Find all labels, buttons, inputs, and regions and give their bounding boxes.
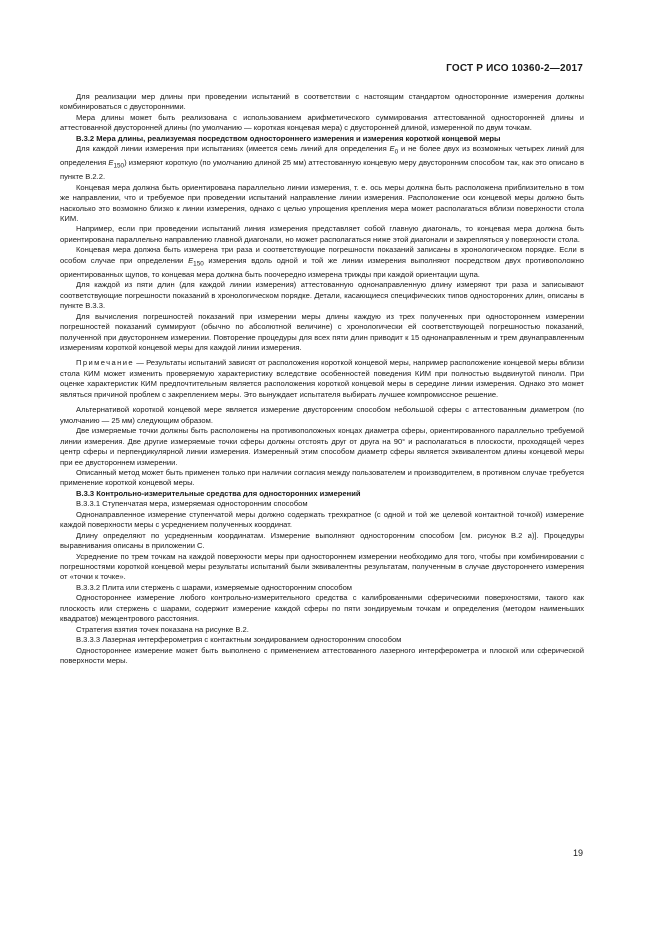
section-heading-b32: В.3.2 Мера длины, реализуемая посредством одностороннего измерения и измерения короткой концевой меры: [76, 133, 501, 143]
paragraph: Стратегия взятия точек показана на рисунке В.2.: [76, 624, 249, 634]
subsection-heading: В.3.3.3 Лазерная интерферометрия с контактным зондированием односторонним способом: [76, 635, 402, 645]
paragraph: Концевая мера должна быть ориентирована параллельно линии измерения, т. е. ось меры должна быть расположена приблизительно в том же направлении, что и требуемое при проведении испытаний направление линии измерения. Расположение оси концевой меры должно быть насколько это возможно близко к линии измерения, однако с целью упрощения крепления мера может располагаться вблизи поверхности стола КИМ.: [60, 182, 584, 224]
paragraph: Для каждой линии измерения при испытаниях (имеется семь линий для определения $E_0$ и не более двух из возможных четырех линий для определения $E_{150}$) измеряют короткую (по умолчанию длиной 25 мм) аттестованную концевую меру двусторонним способом так, как это описано в пункте В.2.2.: [60, 144, 585, 182]
document-header: ГОСТ Р ИСО 10360-2—2017: [446, 63, 583, 74]
paragraph: Для реализации мер длины при проведении испытаний в соответствии с настоящим стандартом односторонние измерения должны комбинироваться с двусторонними.: [60, 92, 584, 112]
paragraph: Концевая мера должна быть измерена три раза и соответствующие погрешности показаний записаны в хронологическом порядке. Если в особом случае при определении $E_{150}$ измерения вдоль одной и той же линии измерения выполняют посредством двух противоположно ориентированных щупов, то концевая мера должна быть поочередно измерена трижды при каждой ориентации щупа.: [60, 245, 584, 279]
paragraph: Одностороннее измерение любого контрольно-измерительного средства с калиброванными сферическими поверхностями, такого как плоскость или стержень с шарами, содержит измерение каждой сферы по пяти зондируемым точкам и определения (методом наименьших квадратов) межцентрового расстояния.: [60, 593, 584, 624]
note-label: Примечание: [76, 358, 134, 368]
paragraph: Длину определяют по усредненным координатам. Измерение выполняют односторонним способом [см. рисунок В.2 а)]. Процедуры выравнивания описаны в приложении С.: [60, 530, 584, 551]
paragraph: Однонаправленное измерение ступенчатой меры должно содержать трехкратное (с одной и той же целевой контактной точкой) измерение каждой поверхности меры с усреднением полученных координат.: [60, 509, 584, 530]
paragraph: Альтернативой короткой концевой мере является измерение двусторонним способом небольшой сферы с аттестованным диаметром (по умолчанию — 25 мм) следующим образом.: [60, 405, 584, 425]
section-heading-b33: В.3.3 Контрольно-измерительные средства для односторонних измерений: [76, 488, 361, 498]
paragraph: Для каждой из пяти длин (для каждой линии измерения) аттестованную однонаправленную длину измеряют три раза и записывают соответствующие погрешности показаний в хронологическом порядке. Детали, касающиеся специфических типов односторонних длин, описаны в пункте В.3.3.: [60, 280, 584, 311]
subsection-heading: В.3.3.1 Ступенчатая мера, измеряемая односторонним способом: [76, 499, 308, 509]
document-body: [60, 92, 584, 667]
note: Примечание — Результаты испытаний зависят от расположения короткой концевой меры, например расположение концевой меры вблизи стола КИМ может изменить проверяемую характеристику вследствие особенностей поведения КИМ при полностью выдвинутой пиноли. При оценке характеристик КИМ предпочтительным является расположения короткой концевой меры в середине линии измерения. Однако это может являться причиной проблем с закреплением меры. Это вынуждает испытателя выбирать лучшее компромиссное решение.: [60, 358, 584, 399]
paragraph: Для вычисления погрешностей показаний при измерении меры длины каждую из трех полученных при одностороннем измерении погрешностей показаний суммируют (обычно по абсолютной величине) с хронологически ей соответствующей погрешностью показаний, полученной при двустороннем измерении. Повторение процедуры для всех пяти длин приводит к 15 однонаправленным и трем двунаправленным измерениям короткой концевой меры для каждой линии измерения.: [60, 311, 584, 352]
page-number: 19: [572, 848, 583, 858]
subsection-heading: В.3.3.2 Плита или стержень с шарами, измеряемые односторонним способом: [76, 582, 353, 592]
paragraph: Например, если при проведении испытаний линия измерения представляет собой главную диагональ, то концевая мера должна быть ориентирована параллельно направлению главной диагонали, но может располагаться ниже этой диагонали и закрепляться у поверхности стола.: [60, 224, 584, 244]
paragraph: Мера длины может быть реализована с использованием арифметического суммирования аттестованной односторонней длины и аттестованной двусторонней длины (по умолчанию — короткая концевая мера) с двусторонней длиной, измеренной по двум точкам.: [60, 112, 584, 133]
paragraph: Две измеряемые точки должны быть расположены на противоположных концах диаметра сферы, ориентированного параллельно требуемой линии измерения. Две другие измеряемые точки сферы должны отстоять друг от друга на 90° и располагаться в плоскости, проходящей через центр сферы и перпендикулярной линии измерения. Измеренный этим способом диаметр сферы является эквивалентом длины концевой меры при ее двустороннем измерении.: [60, 426, 584, 467]
paragraph: Усреднение по трем точкам на каждой поверхности меры при одностороннем измерении необходимо для того, чтобы при комбинировании с погрешностями короткой концевой меры результаты испытаний были эквивалентны результатам, полученным в случае двустороннего измерения от «точки к точке».: [60, 551, 584, 582]
paragraph: Одностороннее измерение может быть выполнено с применением аттестованного лазерного интерферометра и плоской или сферической поверхности меры.: [60, 645, 584, 666]
paragraph: Описанный метод может быть применен только при наличии согласия между пользователем и производителем, в противном случае требуется применение короткой концевой меры.: [60, 467, 584, 488]
